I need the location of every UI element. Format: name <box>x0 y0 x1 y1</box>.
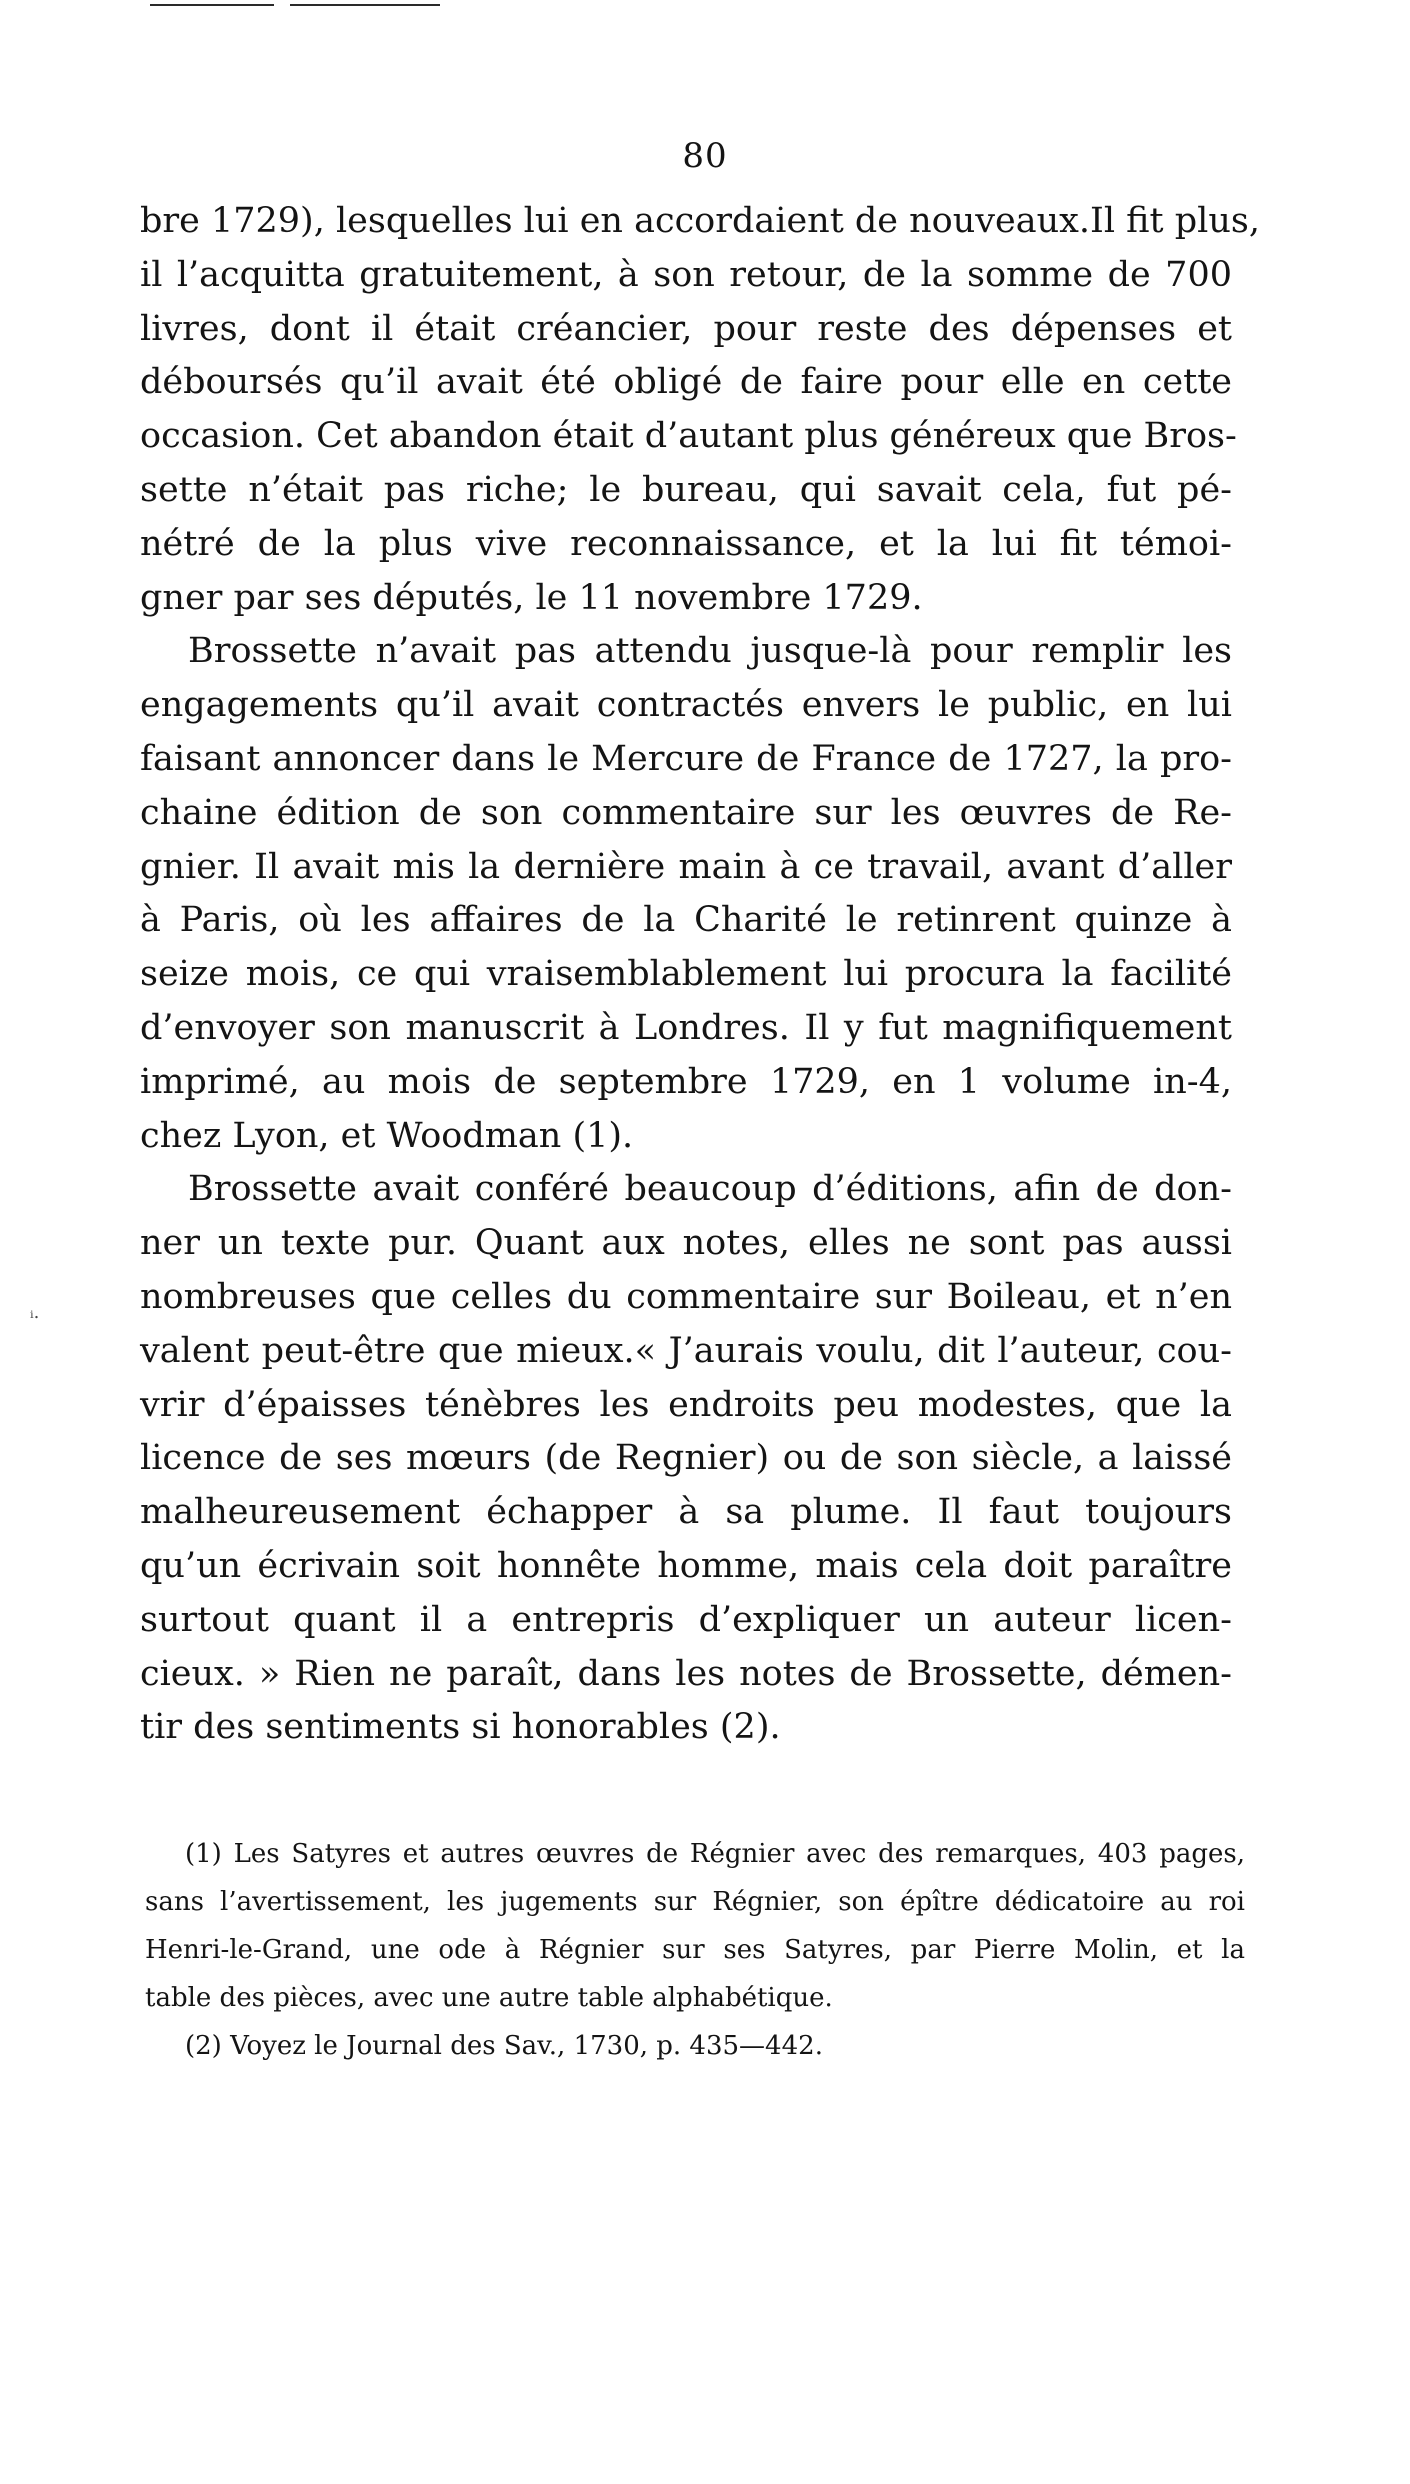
text-line: livres, dont il était créancier, pour reste des dépenses et <box>140 308 1232 349</box>
text-line: faisant annoncer dans le Mercure de France de 1727, la pro- <box>140 738 1232 779</box>
text-line: cieux. » Rien ne paraît, dans les notes de Brossette, démen- <box>140 1653 1232 1694</box>
page-number: 80 <box>682 136 728 176</box>
text-line: chez Lyon, et Woodman (1). <box>140 1115 634 1156</box>
text-line: déboursés qu’il avait été obligé de faire pour elle en cette <box>140 362 1232 403</box>
text-line: à Paris, où les affaires de la Charité le retinrent quinze à <box>140 900 1232 941</box>
text-line: bre 1729), lesquelles lui en accordaient de nouveaux.Il fit plus, <box>140 201 1260 241</box>
footnote-1 <box>145 1830 1245 2022</box>
footnote-2 <box>145 2022 1245 2070</box>
footnote-line: sans l’avertissement, les jugements sur Régnier, son épître dédicatoire au roi <box>145 1887 1245 1917</box>
text-line: gner par ses députés, le 11 novembre 1729. <box>140 577 923 618</box>
text-line: Brossette avait conféré beaucoup d’éditions, afin de don- <box>188 1169 1232 1210</box>
footnote-line: (2) Voyez le Journal des Sav., 1730, p. 435—442. <box>185 2031 823 2061</box>
top-rule-left <box>150 4 274 6</box>
text-line: surtout quant il a entrepris d’expliquer un auteur licen- <box>140 1599 1232 1640</box>
text-line: sette n’était pas riche; le bureau, qui savait cela, fut pé- <box>140 469 1232 510</box>
text-line: nétré de la plus vive reconnaissance, et la lui fit témoi- <box>140 523 1232 564</box>
footnotes <box>145 1830 1245 2070</box>
text-line: engagements qu’il avait contractés envers le public, en lui <box>140 685 1232 726</box>
paragraph-3 <box>140 1163 1232 1755</box>
paragraph-1 <box>140 195 1260 625</box>
text-line: il l’acquitta gratuitement, à son retour, de la somme de 700 <box>140 254 1232 295</box>
text-line: imprimé, au mois de septembre 1729, en 1 volume in-4, <box>140 1061 1232 1102</box>
margin-mark: ᵢ. <box>30 1302 40 1323</box>
text-line: seize mois, ce qui vraisemblablement lui procura la facilité <box>140 954 1232 995</box>
body-text <box>140 195 1260 1755</box>
text-line: malheureusement échapper à sa plume. Il faut toujours <box>140 1492 1232 1533</box>
text-line: valent peut-être que mieux.« J’aurais voulu, dit l’auteur, cou- <box>140 1330 1232 1371</box>
text-line: ner un texte pur. Quant aux notes, elles ne sont pas aussi <box>140 1223 1232 1264</box>
text-line: nombreuses que celles du commentaire sur Boileau, et n’en <box>140 1276 1232 1317</box>
text-line: Brossette n’avait pas attendu jusque-là pour remplir les <box>188 631 1232 672</box>
top-rule-right <box>290 4 440 6</box>
text-line: d’envoyer son manuscrit à Londres. Il y fut magnifiquement <box>140 1007 1232 1048</box>
text-line: qu’un écrivain soit honnête homme, mais cela doit paraître <box>140 1545 1232 1586</box>
paragraph-2 <box>140 625 1232 1163</box>
text-line: licence de ses mœurs (de Regnier) ou de son siècle, a laissé <box>140 1438 1232 1479</box>
footnote-line: table des pièces, avec une autre table alphabétique. <box>145 1983 833 2013</box>
text-line: occasion. Cet abandon était d’autant plus généreux que Bros- <box>140 416 1237 457</box>
text-line: gnier. Il avait mis la dernière main à ce travail, avant d’aller <box>140 846 1232 887</box>
footnote-line: (1) Les Satyres et autres œuvres de Régnier avec des remarques, 403 pages, <box>185 1839 1245 1869</box>
text-line: chaine édition de son commentaire sur les œuvres de Re- <box>140 792 1232 833</box>
text-line: vrir d’épaisses ténèbres les endroits peu modestes, que la <box>140 1384 1232 1425</box>
footnote-line: Henri-le-Grand, une ode à Régnier sur ses Satyres, par Pierre Molin, et la <box>145 1935 1245 1965</box>
text-line: tir des sentiments si honorables (2). <box>140 1707 781 1748</box>
